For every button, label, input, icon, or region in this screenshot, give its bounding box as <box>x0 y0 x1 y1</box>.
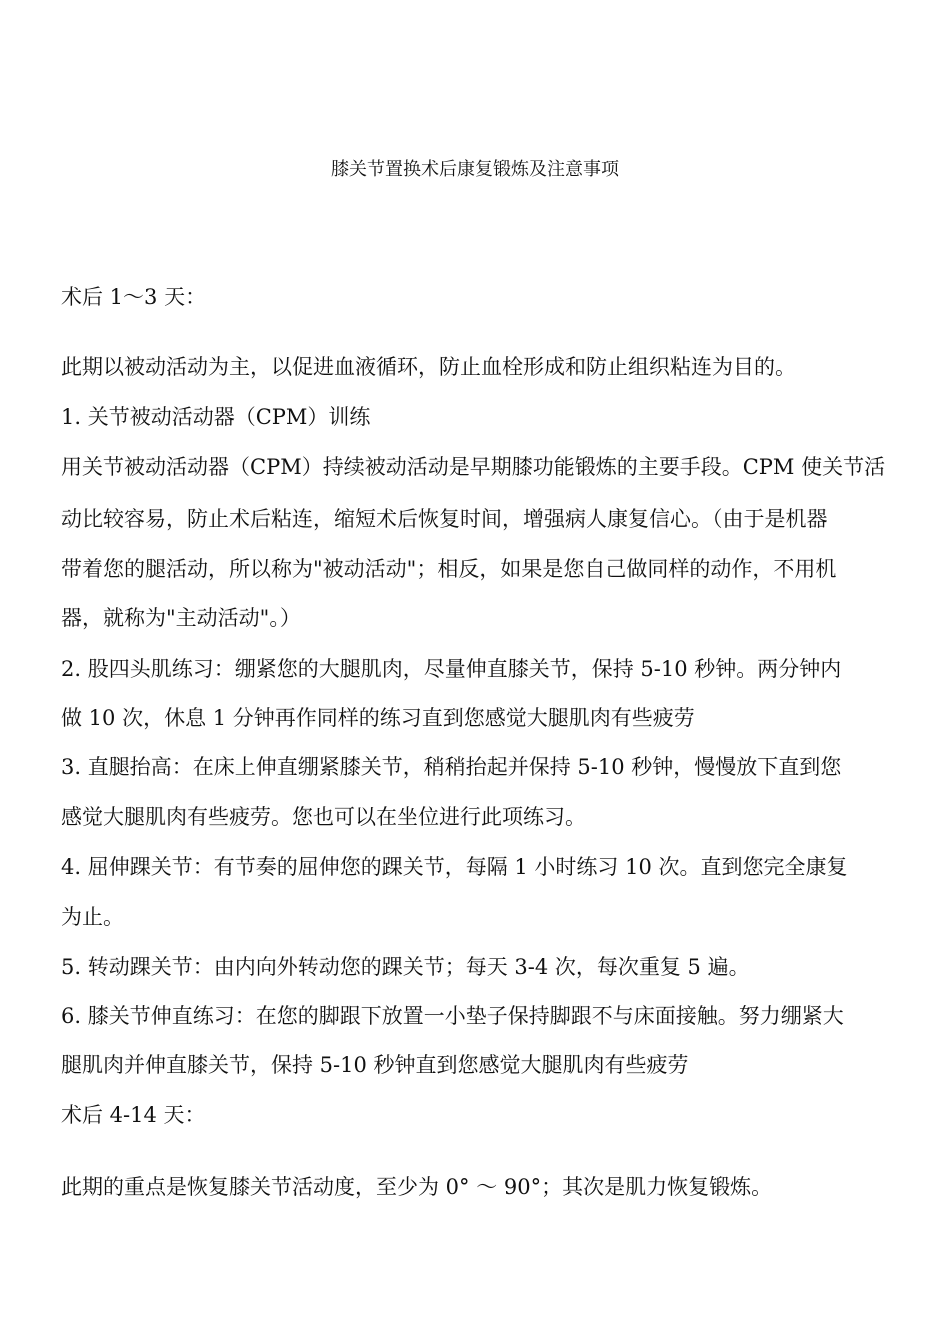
item-1-heading: 1. 关节被动活动器（CPM）训练 <box>61 405 371 429</box>
document-title: 膝关节置换术后康复锻炼及注意事项 <box>331 159 619 180</box>
paragraph-focus: 此期的重点是恢复膝关节活动度，至少为 0° ～ 90°；其次是肌力恢复锻炼。 <box>61 1175 773 1199</box>
item-6-line: 腿肌肉并伸直膝关节，保持 5-10 秒钟直到您感觉大腿肌肉有些疲劳 <box>61 1053 689 1077</box>
paragraph-line: 用关节被动活动器（CPM）持续被动活动是早期膝功能锻炼的主要手段。CPM 使关节活 <box>61 455 886 479</box>
item-6-line: 6. 膝关节伸直练习：在您的脚跟下放置一小垫子保持脚跟不与床面接触。努力绷紧大 <box>61 1004 844 1028</box>
item-4-line: 4. 屈伸踝关节：有节奏的屈伸您的踝关节，每隔 1 小时练习 10 次。直到您完全康复 <box>61 855 848 879</box>
item-4-line: 为止。 <box>61 905 124 929</box>
item-3-line: 感觉大腿肌肉有些疲劳。您也可以在坐位进行此项练习。 <box>61 805 586 829</box>
item-5-line: 5. 转动踝关节：由内向外转动您的踝关节；每天 3-4 次，每次重复 5 遍。 <box>61 955 750 979</box>
section-heading-days-4-14: 术后 4-14 天： <box>61 1103 206 1127</box>
paragraph-intro: 此期以被动活动为主，以促进血液循环，防止血栓形成和防止组织粘连为目的。 <box>61 355 796 379</box>
item-2-line: 2. 股四头肌练习：绷紧您的大腿肌肉，尽量伸直膝关节，保持 5-10 秒钟。两分钟内 <box>61 657 842 681</box>
paragraph-line: 带着您的腿活动，所以称为"被动活动"；相反，如果是您自己做同样的动作，不用机 <box>61 557 837 581</box>
item-2-line: 做 10 次，休息 1 分钟再作同样的练习直到您感觉大腿肌肉有些疲劳 <box>61 706 695 730</box>
paragraph-line: 器，就称为"主动活动"。） <box>61 606 301 630</box>
paragraph-line: 动比较容易，防止术后粘连，缩短术后恢复时间，增强病人康复信心。（由于是机器 <box>61 507 828 531</box>
item-3-line: 3. 直腿抬高：在床上伸直绷紧膝关节，稍稍抬起并保持 5-10 秒钟，慢慢放下直到您 <box>61 755 842 779</box>
section-heading-days-1-3: 术后 1～3 天： <box>61 285 207 309</box>
